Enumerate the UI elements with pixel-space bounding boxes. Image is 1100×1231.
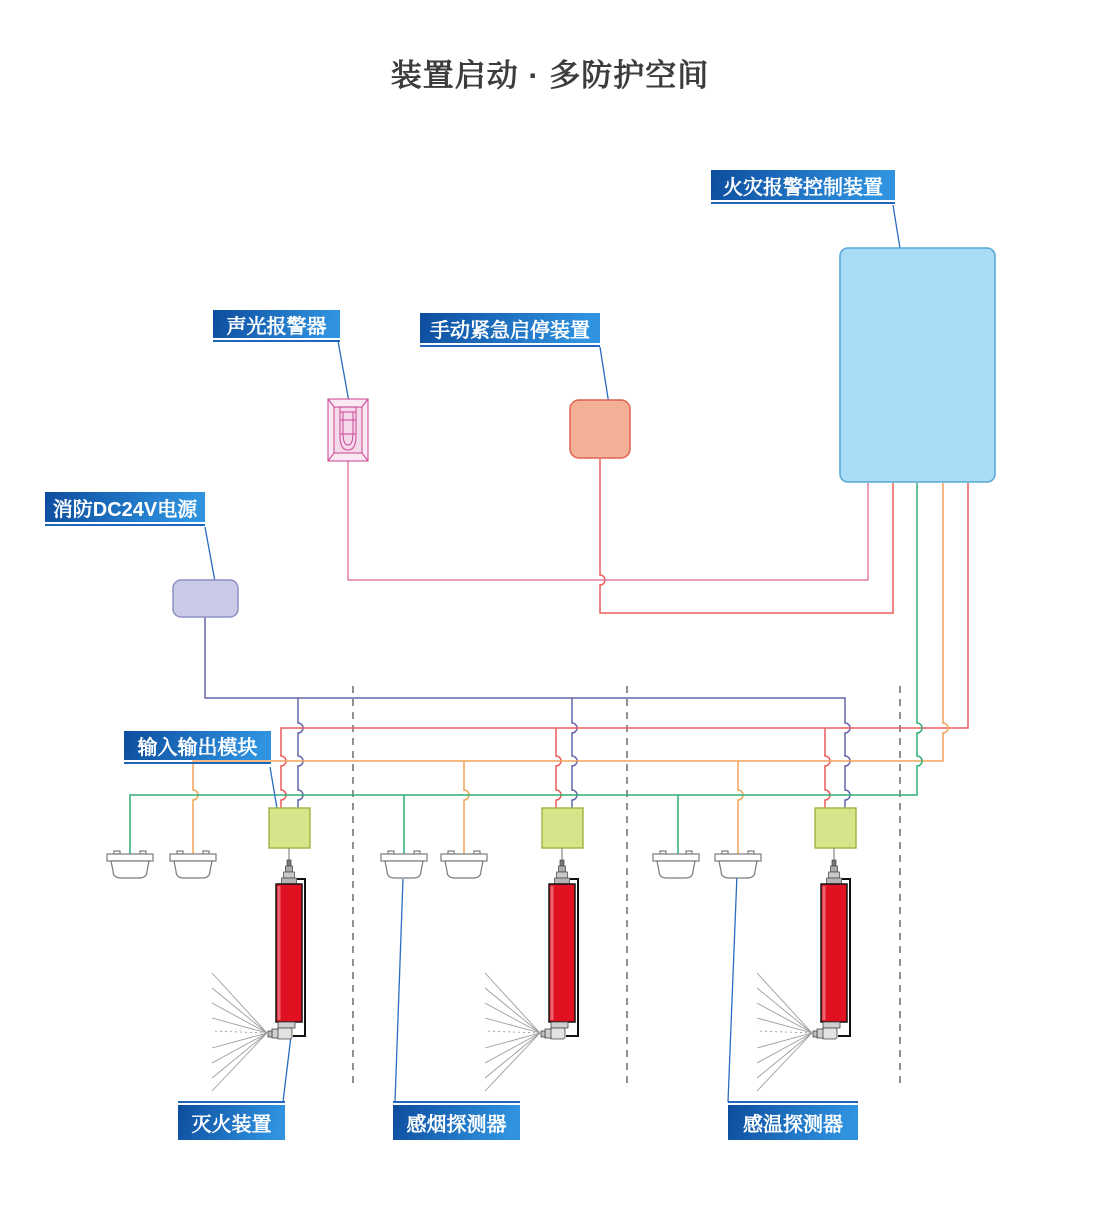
label-sound-light-alarm: 声光报警器 — [213, 310, 340, 338]
spray-fan — [757, 973, 812, 1091]
label-fire-alarm-control: 火灾报警控制装置 — [711, 170, 895, 200]
detector-device — [715, 851, 761, 878]
detector-device — [107, 851, 153, 878]
sound-light-alarm-wire — [348, 461, 868, 580]
callout-line — [283, 1036, 291, 1102]
callout-line — [728, 874, 737, 1102]
module-bus-drop — [556, 728, 561, 808]
extinguisher-device — [757, 848, 850, 1091]
module-bus-drop — [825, 728, 830, 808]
smoke-detector-bus — [130, 483, 922, 854]
power-bus-drop — [298, 698, 303, 808]
sound-light-alarm-device — [328, 399, 368, 461]
detectors — [107, 851, 761, 878]
detector-device — [653, 851, 699, 878]
io-module-device — [542, 808, 583, 848]
heat-detector-bus — [193, 483, 948, 854]
label-io-module: 输入输出模块 — [124, 731, 271, 760]
label-smoke-detector: 感烟探测器 — [393, 1105, 520, 1140]
zone-separators — [353, 686, 900, 1086]
heat-detector-drop — [738, 761, 743, 854]
spray-fan — [485, 973, 540, 1091]
detector-device — [441, 851, 487, 878]
fire-alarm-control-panel — [840, 248, 995, 482]
dc24v-power-device — [173, 580, 238, 617]
io-module-device — [269, 808, 310, 848]
heat-detector-drop — [464, 761, 469, 854]
label-manual-start-stop: 手动紧急启停装置 — [420, 313, 600, 343]
callout-line — [395, 879, 403, 1102]
extinguisher-device — [485, 848, 578, 1091]
io-modules — [269, 808, 856, 848]
diagram-title: 装置启动 · 多防护空间 — [390, 58, 710, 93]
label-dc24v-power: 消防DC24V电源 — [45, 492, 205, 522]
extinguishers — [212, 848, 850, 1091]
callout-line — [338, 341, 349, 402]
label-heat-detector: 感温探测器 — [728, 1105, 858, 1140]
detector-device — [170, 851, 216, 878]
label-extinguisher: 灭火装置 — [178, 1105, 285, 1140]
manual-start-stop-device — [570, 400, 630, 458]
power-bus-wire — [205, 617, 850, 808]
io-module-device — [815, 808, 856, 848]
wires — [130, 459, 968, 854]
spray-fan — [212, 973, 267, 1091]
power-bus-drop — [572, 698, 577, 808]
detector-device — [381, 851, 427, 878]
module-bus-wire — [281, 483, 968, 808]
extinguisher-device — [212, 848, 305, 1091]
callout-line — [205, 527, 216, 587]
